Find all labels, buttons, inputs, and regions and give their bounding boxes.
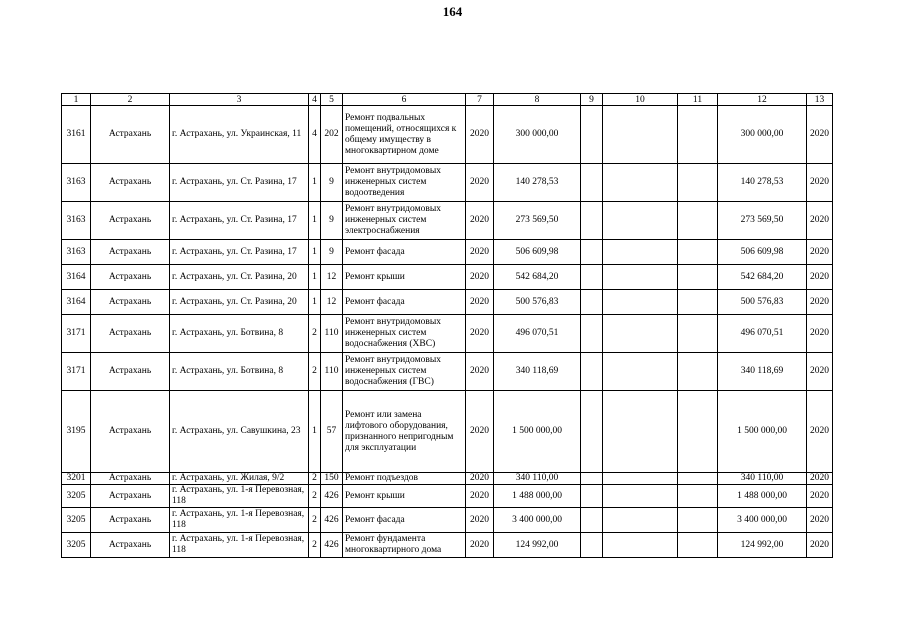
row-id-cell: 3171 [62,353,91,391]
total-amount-cell: 3 400 000,00 [718,508,807,533]
municipality-cell: Астрахань [91,533,170,558]
col-10-value-cell [603,315,678,353]
row-id-cell: 3161 [62,106,91,164]
amount-cell: 506 609,98 [494,240,581,265]
end-year-cell: 2020 [807,202,833,240]
total-amount-cell: 340 110,00 [718,473,807,485]
end-year-cell: 2020 [807,106,833,164]
amount-cell: 340 110,00 [494,473,581,485]
col-9-value-cell [581,508,603,533]
year-cell: 2020 [466,265,494,290]
table-row [62,315,833,353]
table-row [62,265,833,290]
col-4-value-cell: 2 [309,353,321,391]
col-5-value-cell: 12 [321,290,343,315]
work-type-cell: Ремонт фундамента многоквартирного дома [343,533,466,558]
column-header: 13 [807,94,833,106]
column-header: 2 [91,94,170,106]
table-row [62,290,833,315]
col-5-value-cell: 202 [321,106,343,164]
table-row [62,533,833,558]
table-row [62,240,833,265]
total-amount-cell: 542 684,20 [718,265,807,290]
col-4-value-cell: 2 [309,508,321,533]
table-row [62,202,833,240]
col-5-value-cell: 426 [321,485,343,508]
row-id-cell: 3163 [62,240,91,265]
work-type-cell: Ремонт внутридомовых инженерных систем водоснабжения (ХВС) [343,315,466,353]
column-header: 7 [466,94,494,106]
municipality-cell: Астрахань [91,106,170,164]
amount-cell: 273 569,50 [494,202,581,240]
col-10-value-cell [603,353,678,391]
col-10-value-cell [603,533,678,558]
col-5-value-cell: 9 [321,202,343,240]
total-amount-cell: 300 000,00 [718,106,807,164]
col-5-value-cell: 110 [321,315,343,353]
col-10-value-cell [603,202,678,240]
amount-cell: 124 992,00 [494,533,581,558]
table-row [62,485,833,508]
col-4-value-cell: 1 [309,164,321,202]
col-5-value-cell: 426 [321,533,343,558]
row-id-cell: 3163 [62,164,91,202]
col-9-value-cell [581,315,603,353]
col-9-value-cell [581,391,603,473]
col-11-value-cell [678,391,718,473]
amount-cell: 300 000,00 [494,106,581,164]
col-9-value-cell [581,265,603,290]
municipality-cell: Астрахань [91,315,170,353]
year-cell: 2020 [466,202,494,240]
year-cell: 2020 [466,290,494,315]
col-11-value-cell [678,202,718,240]
column-header: 12 [718,94,807,106]
address-cell: г. Астрахань, ул. Ботвина, 8 [170,353,309,391]
col-11-value-cell [678,290,718,315]
col-11-value-cell [678,485,718,508]
end-year-cell: 2020 [807,473,833,485]
row-id-cell: 3164 [62,290,91,315]
table-row [62,508,833,533]
address-cell: г. Астрахань, ул. 1-я Перевозная, 118 [170,485,309,508]
row-id-cell: 3205 [62,533,91,558]
municipality-cell: Астрахань [91,290,170,315]
row-id-cell: 3205 [62,485,91,508]
address-cell: г. Астрахань, ул. Ботвина, 8 [170,315,309,353]
col-10-value-cell [603,265,678,290]
amount-cell: 496 070,51 [494,315,581,353]
municipality-cell: Астрахань [91,473,170,485]
municipality-cell: Астрахань [91,164,170,202]
address-cell: г. Астрахань, ул. Жилая, 9/2 [170,473,309,485]
municipality-cell: Астрахань [91,485,170,508]
col-9-value-cell [581,473,603,485]
col-10-value-cell [603,473,678,485]
col-10-value-cell [603,508,678,533]
col-10-value-cell [603,106,678,164]
total-amount-cell: 340 118,69 [718,353,807,391]
col-4-value-cell: 2 [309,473,321,485]
address-cell: г. Астрахань, ул. Ст. Разина, 17 [170,240,309,265]
col-9-value-cell [581,106,603,164]
address-cell: г. Астрахань, ул. Ст. Разина, 17 [170,164,309,202]
amount-cell: 542 684,20 [494,265,581,290]
table-row [62,106,833,164]
col-4-value-cell: 1 [309,240,321,265]
table-row [62,391,833,473]
work-type-cell: Ремонт подъездов [343,473,466,485]
col-4-value-cell: 2 [309,315,321,353]
col-4-value-cell: 1 [309,290,321,315]
col-9-value-cell [581,485,603,508]
amount-cell: 3 400 000,00 [494,508,581,533]
column-header: 9 [581,94,603,106]
year-cell: 2020 [466,508,494,533]
year-cell: 2020 [466,164,494,202]
col-11-value-cell [678,106,718,164]
address-cell: г. Астрахань, ул. Украинская, 11 [170,106,309,164]
col-11-value-cell [678,508,718,533]
col-11-value-cell [678,164,718,202]
row-id-cell: 3164 [62,265,91,290]
table-row [62,473,833,485]
end-year-cell: 2020 [807,353,833,391]
address-cell: г. Астрахань, ул. Савушкина, 23 [170,391,309,473]
repair-register-table [61,93,833,558]
municipality-cell: Астрахань [91,353,170,391]
column-header: 11 [678,94,718,106]
row-id-cell: 3171 [62,315,91,353]
table-row [62,353,833,391]
year-cell: 2020 [466,240,494,265]
total-amount-cell: 273 569,50 [718,202,807,240]
col-4-value-cell: 2 [309,533,321,558]
col-11-value-cell [678,265,718,290]
amount-cell: 500 576,83 [494,290,581,315]
address-cell: г. Астрахань, ул. 1-я Перевозная, 118 [170,533,309,558]
page-number: 164 [442,4,463,19]
col-11-value-cell [678,353,718,391]
col-9-value-cell [581,202,603,240]
end-year-cell: 2020 [807,265,833,290]
row-id-cell: 3195 [62,391,91,473]
amount-cell: 340 118,69 [494,353,581,391]
col-4-value-cell: 1 [309,265,321,290]
amount-cell: 140 278,53 [494,164,581,202]
work-type-cell: Ремонт фасада [343,240,466,265]
year-cell: 2020 [466,315,494,353]
work-type-cell: Ремонт или замена лифтового оборудования, признанного непригодным для эксплуатации [343,391,466,473]
total-amount-cell: 506 609,98 [718,240,807,265]
col-4-value-cell: 2 [309,485,321,508]
total-amount-cell: 500 576,83 [718,290,807,315]
end-year-cell: 2020 [807,508,833,533]
row-id-cell: 3163 [62,202,91,240]
end-year-cell: 2020 [807,485,833,508]
col-11-value-cell [678,473,718,485]
work-type-cell: Ремонт фасада [343,508,466,533]
col-5-value-cell: 57 [321,391,343,473]
municipality-cell: Астрахань [91,202,170,240]
work-type-cell: Ремонт внутридомовых инженерных систем водоотведения [343,164,466,202]
col-10-value-cell [603,240,678,265]
work-type-cell: Ремонт внутридомовых инженерных систем водоснабжения (ГВС) [343,353,466,391]
work-type-cell: Ремонт внутридомовых инженерных систем электроснабжения [343,202,466,240]
column-header: 5 [321,94,343,106]
col-4-value-cell: 4 [309,106,321,164]
row-id-cell: 3201 [62,473,91,485]
work-type-cell: Ремонт подвальных помещений, относящихся к общему имуществу в многоквартирном доме [343,106,466,164]
column-header: 3 [170,94,309,106]
col-9-value-cell [581,290,603,315]
col-9-value-cell [581,164,603,202]
column-header: 10 [603,94,678,106]
end-year-cell: 2020 [807,290,833,315]
municipality-cell: Астрахань [91,508,170,533]
col-5-value-cell: 9 [321,240,343,265]
amount-cell: 1 488 000,00 [494,485,581,508]
column-header: 4 [309,94,321,106]
col-10-value-cell [603,485,678,508]
end-year-cell: 2020 [807,315,833,353]
column-header: 8 [494,94,581,106]
col-5-value-cell: 150 [321,473,343,485]
row-id-cell: 3205 [62,508,91,533]
column-header: 6 [343,94,466,106]
column-number-row [62,94,833,106]
year-cell: 2020 [466,391,494,473]
address-cell: г. Астрахань, ул. 1-я Перевозная, 118 [170,508,309,533]
end-year-cell: 2020 [807,533,833,558]
year-cell: 2020 [466,485,494,508]
col-10-value-cell [603,164,678,202]
municipality-cell: Астрахань [91,391,170,473]
col-4-value-cell: 1 [309,391,321,473]
total-amount-cell: 1 488 000,00 [718,485,807,508]
col-11-value-cell [678,240,718,265]
year-cell: 2020 [466,473,494,485]
work-type-cell: Ремонт крыши [343,485,466,508]
col-5-value-cell: 12 [321,265,343,290]
year-cell: 2020 [466,533,494,558]
total-amount-cell: 496 070,51 [718,315,807,353]
col-11-value-cell [678,533,718,558]
col-5-value-cell: 110 [321,353,343,391]
col-9-value-cell [581,240,603,265]
col-10-value-cell [603,290,678,315]
municipality-cell: Астрахань [91,240,170,265]
year-cell: 2020 [466,353,494,391]
table-row [62,164,833,202]
address-cell: г. Астрахань, ул. Ст. Разина, 20 [170,290,309,315]
col-11-value-cell [678,315,718,353]
col-4-value-cell: 1 [309,202,321,240]
municipality-cell: Астрахань [91,265,170,290]
col-9-value-cell [581,353,603,391]
col-5-value-cell: 9 [321,164,343,202]
total-amount-cell: 1 500 000,00 [718,391,807,473]
address-cell: г. Астрахань, ул. Ст. Разина, 20 [170,265,309,290]
address-cell: г. Астрахань, ул. Ст. Разина, 17 [170,202,309,240]
table-body [62,106,833,558]
col-5-value-cell: 426 [321,508,343,533]
end-year-cell: 2020 [807,240,833,265]
col-10-value-cell [603,391,678,473]
end-year-cell: 2020 [807,164,833,202]
end-year-cell: 2020 [807,391,833,473]
col-9-value-cell [581,533,603,558]
year-cell: 2020 [466,106,494,164]
column-header: 1 [62,94,91,106]
work-type-cell: Ремонт крыши [343,265,466,290]
total-amount-cell: 140 278,53 [718,164,807,202]
work-type-cell: Ремонт фасада [343,290,466,315]
total-amount-cell: 124 992,00 [718,533,807,558]
amount-cell: 1 500 000,00 [494,391,581,473]
